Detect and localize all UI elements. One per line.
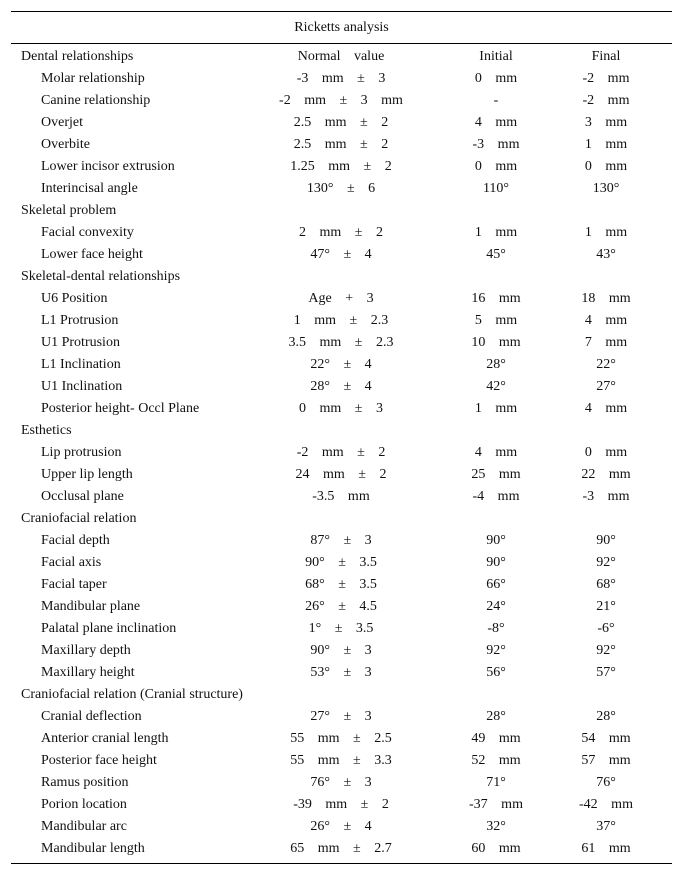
row-label: U1 Protrusion xyxy=(41,335,120,350)
normal-value-cell: 76° ± 3 xyxy=(310,775,372,790)
final-value-cell: 7 mm xyxy=(584,335,628,350)
table-row xyxy=(11,376,672,398)
initial-value-cell: 24° xyxy=(486,599,506,614)
final-value-cell: 0 mm xyxy=(584,159,628,174)
row-label: Interincisal angle xyxy=(41,181,138,196)
table-title: Ricketts analysis xyxy=(294,20,389,35)
table-row xyxy=(11,662,672,684)
normal-value-cell: 53° ± 3 xyxy=(310,665,372,680)
normal-value-cell: -39 mm ± 2 xyxy=(293,797,389,812)
normal-value-cell: -3 mm ± 3 xyxy=(296,71,386,86)
normal-value-cell: 55 mm ± 2.5 xyxy=(290,731,392,746)
table-header-row xyxy=(11,46,672,68)
table-row xyxy=(11,222,672,244)
normal-value-cell: 2 mm ± 2 xyxy=(299,225,383,240)
section-label: Skeletal-dental relationships xyxy=(21,269,181,284)
row-label: Palatal plane inclination xyxy=(41,621,177,636)
final-value-cell: 68° xyxy=(596,577,616,592)
table-row xyxy=(11,728,672,750)
row-label: Posterior height- Occl Plane xyxy=(41,401,200,416)
normal-value-cell: 47° ± 4 xyxy=(310,247,372,262)
final-value-cell: 4 mm xyxy=(584,313,628,328)
row-label: Mandibular arc xyxy=(41,819,127,834)
initial-value-cell: 45° xyxy=(486,247,506,262)
normal-value-cell: 90° ± 3.5 xyxy=(305,555,377,570)
table-row xyxy=(11,750,672,772)
table-row xyxy=(11,464,672,486)
final-value-cell: -3 mm xyxy=(582,489,630,504)
final-value-cell: 18 mm xyxy=(581,291,631,306)
final-value-cell: 3 mm xyxy=(584,115,628,130)
initial-value-cell: -4 mm xyxy=(472,489,520,504)
initial-value-cell: 28° xyxy=(486,357,506,372)
initial-value-cell: 16 mm xyxy=(471,291,521,306)
row-label: L1 Protrusion xyxy=(41,313,119,328)
final-value-cell: 21° xyxy=(596,599,616,614)
final-value-cell: 61 mm xyxy=(581,841,631,856)
normal-value-cell: 3.5 mm ± 2.3 xyxy=(288,335,394,350)
table-row xyxy=(11,552,672,574)
normal-value-cell: 1° ± 3.5 xyxy=(308,621,374,636)
initial-value-cell: 1 mm xyxy=(474,401,518,416)
table-row xyxy=(11,156,672,178)
table-row xyxy=(11,772,672,794)
row-label: Mandibular plane xyxy=(41,599,141,614)
section-header-row xyxy=(11,266,672,288)
table-row xyxy=(11,442,672,464)
final-value-cell: 4 mm xyxy=(584,401,628,416)
row-label: U6 Position xyxy=(41,291,108,306)
normal-value-cell: 22° ± 4 xyxy=(310,357,372,372)
row-label: Maxillary height xyxy=(41,665,135,680)
initial-value-cell: 49 mm xyxy=(471,731,521,746)
final-value-cell: 27° xyxy=(596,379,616,394)
header-final: Final xyxy=(591,49,621,64)
table-rows xyxy=(11,68,672,860)
row-label: Overbite xyxy=(41,137,90,152)
row-label: Facial convexity xyxy=(41,225,134,240)
table-row xyxy=(11,486,672,508)
normal-value-cell: -2 mm ± 3 mm xyxy=(279,93,403,108)
table-row xyxy=(11,68,672,90)
initial-value-cell: -3 mm xyxy=(472,137,520,152)
final-value-cell: 57 mm xyxy=(581,753,631,768)
normal-value-cell: 55 mm ± 3.3 xyxy=(290,753,392,768)
table-row xyxy=(11,398,672,420)
initial-value-cell: -8° xyxy=(487,621,505,636)
row-label: Posterior face height xyxy=(41,753,157,768)
section-header-row xyxy=(11,508,672,530)
row-label: Maxillary depth xyxy=(41,643,131,658)
normal-value-cell: 2.5 mm ± 2 xyxy=(293,115,389,130)
table-row xyxy=(11,640,672,662)
initial-value-cell: 110° xyxy=(482,181,510,196)
final-value-cell: -6° xyxy=(597,621,615,636)
table-bottom-rule xyxy=(11,863,672,864)
initial-value-cell: 90° xyxy=(486,533,506,548)
final-value-cell: -2 mm xyxy=(582,93,630,108)
table-row xyxy=(11,244,672,266)
normal-value-cell: 68° ± 3.5 xyxy=(305,577,377,592)
row-label: U1 Inclination xyxy=(41,379,123,394)
table-row xyxy=(11,530,672,552)
row-label: Occlusal plane xyxy=(41,489,124,504)
initial-value-cell: 10 mm xyxy=(471,335,521,350)
initial-value-cell: 28° xyxy=(486,709,506,724)
section-header-row xyxy=(11,420,672,442)
normal-value-cell: 28° ± 4 xyxy=(310,379,372,394)
normal-value-cell: 65 mm ± 2.7 xyxy=(290,841,392,856)
initial-value-cell: 52 mm xyxy=(471,753,521,768)
row-label: Facial depth xyxy=(41,533,110,548)
normal-value-cell: -3.5 mm xyxy=(312,489,370,504)
final-value-cell: 1 mm xyxy=(584,225,628,240)
table-row xyxy=(11,112,672,134)
final-value-cell: 37° xyxy=(596,819,616,834)
row-label: Cranial deflection xyxy=(41,709,142,724)
row-label: Mandibular length xyxy=(41,841,145,856)
table-row xyxy=(11,574,672,596)
normal-value-cell: 24 mm ± 2 xyxy=(295,467,387,482)
normal-value-cell: 27° ± 3 xyxy=(310,709,372,724)
section-label: Craniofacial relation (Cranial structure) xyxy=(21,687,243,702)
final-value-cell: 43° xyxy=(596,247,616,262)
normal-value-cell: 26° ± 4 xyxy=(310,819,372,834)
ricketts-table xyxy=(11,11,672,864)
initial-value-cell: 60 mm xyxy=(471,841,521,856)
row-label: Lower face height xyxy=(41,247,143,262)
row-label: Facial axis xyxy=(41,555,102,570)
final-value-cell: 57° xyxy=(596,665,616,680)
table-row xyxy=(11,90,672,112)
section-header-row xyxy=(11,200,672,222)
initial-value-cell: 90° xyxy=(486,555,506,570)
table-row xyxy=(11,354,672,376)
initial-value-cell: -37 mm xyxy=(469,797,523,812)
row-label: Overjet xyxy=(41,115,83,130)
row-label: Porion location xyxy=(41,797,127,812)
initial-value-cell: 71° xyxy=(486,775,506,790)
row-label: Anterior cranial length xyxy=(41,731,169,746)
row-label: Canine relationship xyxy=(41,93,151,108)
section-label: Craniofacial relation xyxy=(21,511,137,526)
header-category: Dental relationships xyxy=(21,49,134,64)
final-value-cell: 54 mm xyxy=(581,731,631,746)
section-header-row xyxy=(11,684,672,706)
normal-value-cell: 1 mm ± 2.3 xyxy=(293,313,389,328)
initial-value-cell: 66° xyxy=(486,577,506,592)
initial-value-cell: 0 mm xyxy=(474,159,518,174)
initial-value-cell: 25 mm xyxy=(471,467,521,482)
table-row xyxy=(11,706,672,728)
final-value-cell: -2 mm xyxy=(582,71,630,86)
normal-value-cell: 26° ± 4.5 xyxy=(305,599,377,614)
section-label: Esthetics xyxy=(21,423,72,438)
table-row xyxy=(11,816,672,838)
normal-value-cell: 2.5 mm ± 2 xyxy=(293,137,389,152)
initial-value-cell: 5 mm xyxy=(474,313,518,328)
normal-value-cell: Age + 3 xyxy=(308,291,374,306)
final-value-cell: 130° xyxy=(592,181,620,196)
initial-value-cell: 92° xyxy=(486,643,506,658)
table-row xyxy=(11,838,672,860)
final-value-cell: 92° xyxy=(596,555,616,570)
table-row xyxy=(11,794,672,816)
table-row xyxy=(11,310,672,332)
row-label: Molar relationship xyxy=(41,71,145,86)
row-label: Facial taper xyxy=(41,577,107,592)
normal-value-cell: 87° ± 3 xyxy=(310,533,372,548)
normal-value-cell: 90° ± 3 xyxy=(310,643,372,658)
table-row xyxy=(11,332,672,354)
initial-value-cell: 1 mm xyxy=(474,225,518,240)
row-label: Ramus position xyxy=(41,775,129,790)
section-label: Skeletal problem xyxy=(21,203,117,218)
table-row xyxy=(11,596,672,618)
final-value-cell: 28° xyxy=(596,709,616,724)
final-value-cell: 22 mm xyxy=(581,467,631,482)
final-value-cell: 92° xyxy=(596,643,616,658)
initial-value-cell: 42° xyxy=(486,379,506,394)
final-value-cell: -42 mm xyxy=(579,797,633,812)
initial-value-cell: 4 mm xyxy=(474,445,518,460)
final-value-cell: 76° xyxy=(596,775,616,790)
normal-value-cell: 0 mm ± 3 xyxy=(299,401,383,416)
final-value-cell: 1 mm xyxy=(584,137,628,152)
header-initial: Initial xyxy=(479,49,513,64)
initial-value-cell: - xyxy=(493,93,499,108)
row-label: Lip protrusion xyxy=(41,445,122,460)
row-label: Lower incisor extrusion xyxy=(41,159,175,174)
row-label: Upper lip length xyxy=(41,467,133,482)
initial-value-cell: 56° xyxy=(486,665,506,680)
normal-value-cell: 130° ± 6 xyxy=(306,181,376,196)
initial-value-cell: 4 mm xyxy=(474,115,518,130)
table-row xyxy=(11,134,672,156)
row-label: L1 Inclination xyxy=(41,357,121,372)
table-row xyxy=(11,288,672,310)
initial-value-cell: 0 mm xyxy=(474,71,518,86)
table-row xyxy=(11,178,672,200)
final-value-cell: 0 mm xyxy=(584,445,628,460)
final-value-cell: 22° xyxy=(596,357,616,372)
normal-value-cell: -2 mm ± 2 xyxy=(296,445,386,460)
table-body xyxy=(11,44,672,863)
initial-value-cell: 32° xyxy=(486,819,506,834)
normal-value-cell: 1.25 mm ± 2 xyxy=(290,159,392,174)
table-row xyxy=(11,618,672,640)
header-normal-value: Normal value xyxy=(297,49,385,64)
final-value-cell: 90° xyxy=(596,533,616,548)
